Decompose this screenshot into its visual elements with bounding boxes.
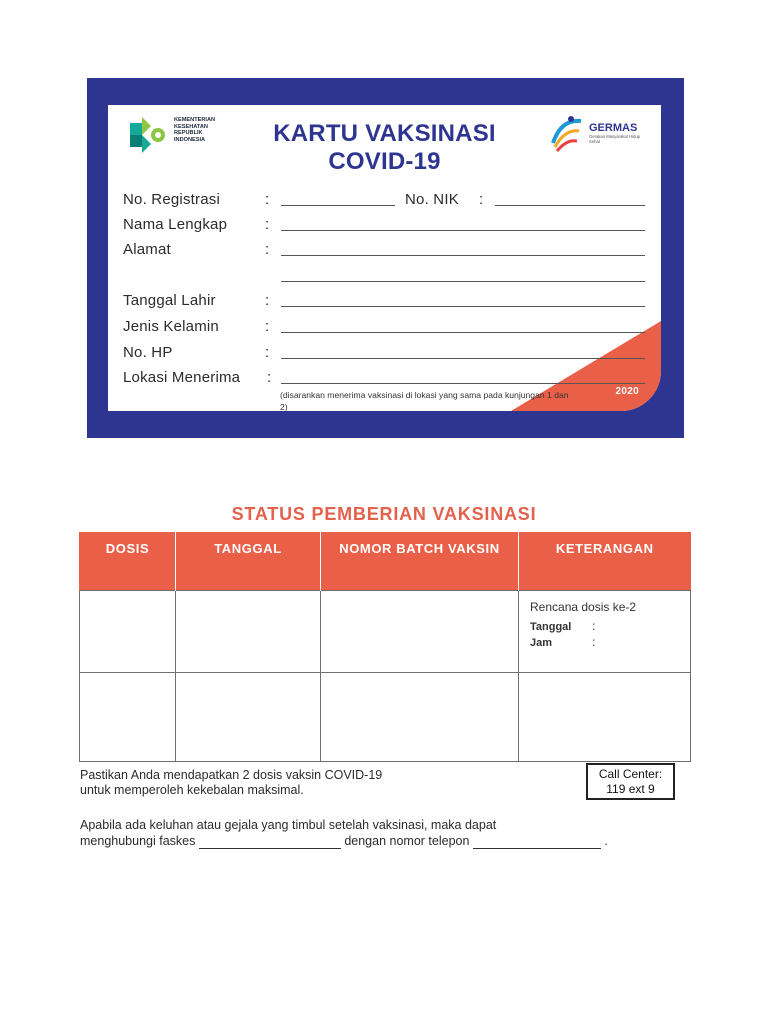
- colon: :: [479, 191, 484, 208]
- label-tanggal-lahir: Tanggal Lahir: [123, 292, 216, 309]
- advice-end: .: [604, 834, 608, 848]
- germas-block: [547, 113, 643, 153]
- advice-phone-label: dengan nomor telepon: [344, 834, 470, 848]
- complaint-advice: [80, 817, 700, 849]
- next-dose-label: Rencana dosis ke-2: [530, 600, 637, 614]
- cell-batch-1[interactable]: [321, 591, 519, 673]
- next-dose-time-label: Jam: [530, 637, 553, 649]
- advice-line1: Apabila ada keluhan atau gejala yang timbul setelah vaksinasi, maka dapat: [80, 818, 497, 832]
- colon: :: [592, 619, 596, 633]
- cell-dosis-2[interactable]: [80, 673, 176, 762]
- colon: :: [265, 191, 270, 208]
- label-nama: Nama Lengkap: [123, 216, 228, 233]
- status-title: STATUS PEMBERIAN VAKSINASI: [231, 504, 537, 524]
- call-center-box: [586, 763, 675, 800]
- colon: :: [265, 344, 270, 361]
- card-year: 2020: [615, 386, 639, 397]
- colon: :: [265, 292, 270, 309]
- vaccination-card: [87, 78, 684, 438]
- germas-logo-icon: [547, 113, 587, 153]
- colon: :: [265, 318, 270, 335]
- label-no-hp: No. HP: [123, 344, 173, 361]
- advice-line2: [80, 833, 700, 849]
- tanggal-lahir-input-line[interactable]: [281, 306, 645, 307]
- header-tanggal: TANGGAL: [176, 532, 321, 591]
- registrasi-input-line[interactable]: [281, 205, 395, 206]
- faskes-blank[interactable]: [199, 836, 341, 849]
- colon: :: [265, 216, 270, 233]
- phone-blank[interactable]: [473, 836, 601, 849]
- header-dosis: DOSIS: [80, 532, 176, 591]
- card-title-line2: COVID-19: [328, 148, 441, 175]
- lokasi-input-line[interactable]: [281, 383, 645, 384]
- dose-reminder-line2: untuk memperoleh kekebalan maksimal.: [80, 783, 304, 797]
- dose-reminder-line1: Pastikan Anda mendapatkan 2 dosis vaksin COVID-19: [80, 768, 383, 782]
- status-table: [79, 532, 691, 762]
- no-hp-input-line[interactable]: [281, 358, 645, 359]
- ministry-name: KEMENTERIAN KESEHATAN REPUBLIK INDONESIA: [174, 117, 216, 143]
- dose-reminder: [80, 768, 382, 798]
- nik-input-line[interactable]: [495, 205, 645, 206]
- nama-input-line[interactable]: [281, 230, 645, 231]
- card-body: [108, 105, 661, 411]
- colon: :: [265, 241, 270, 258]
- cell-keterangan-2[interactable]: [519, 673, 691, 762]
- label-lokasi: Lokasi Menerima: [123, 369, 241, 386]
- next-dose-date-label: Tanggal: [530, 621, 572, 633]
- jenis-kelamin-input-line[interactable]: [281, 332, 645, 333]
- cell-batch-2[interactable]: [321, 673, 519, 762]
- label-nik: No. NIK: [405, 191, 459, 208]
- call-center-number: 119 ext 9: [606, 782, 655, 796]
- alamat-input-line-1[interactable]: [281, 255, 645, 256]
- colon: :: [267, 369, 272, 386]
- header-nomor-batch: NOMOR BATCH VAKSIN: [321, 532, 519, 591]
- germas-tagline: Gerakan Masyarakat Hidup Sehat: [589, 134, 640, 144]
- header-keterangan: KETERANGAN: [519, 532, 691, 591]
- label-alamat: Alamat: [123, 241, 171, 258]
- colon: :: [592, 635, 596, 649]
- location-note: (disarankan menerima vaksinasi di lokasi yang sama pada kunjungan 1 dan 2): [280, 390, 569, 411]
- label-registrasi: No. Registrasi: [123, 191, 220, 208]
- advice-faskes-label: menghubungi faskes: [80, 834, 196, 848]
- call-center-label: Call Center:: [598, 767, 663, 781]
- cell-keterangan-1[interactable]: [519, 591, 691, 673]
- table-row: [80, 591, 691, 673]
- cell-tanggal-1[interactable]: [176, 591, 321, 673]
- alamat-input-line-2[interactable]: [281, 281, 645, 282]
- germas-name: GERMAS: [589, 122, 638, 134]
- table-row: [80, 673, 691, 762]
- status-table-header: [80, 532, 691, 591]
- card-title-line1: KARTU VAKSINASI: [273, 120, 496, 147]
- cell-tanggal-2[interactable]: [176, 673, 321, 762]
- cell-dosis-1[interactable]: [80, 591, 176, 673]
- next-dose-plan: [519, 591, 690, 651]
- label-jenis-kelamin: Jenis Kelamin: [123, 318, 219, 335]
